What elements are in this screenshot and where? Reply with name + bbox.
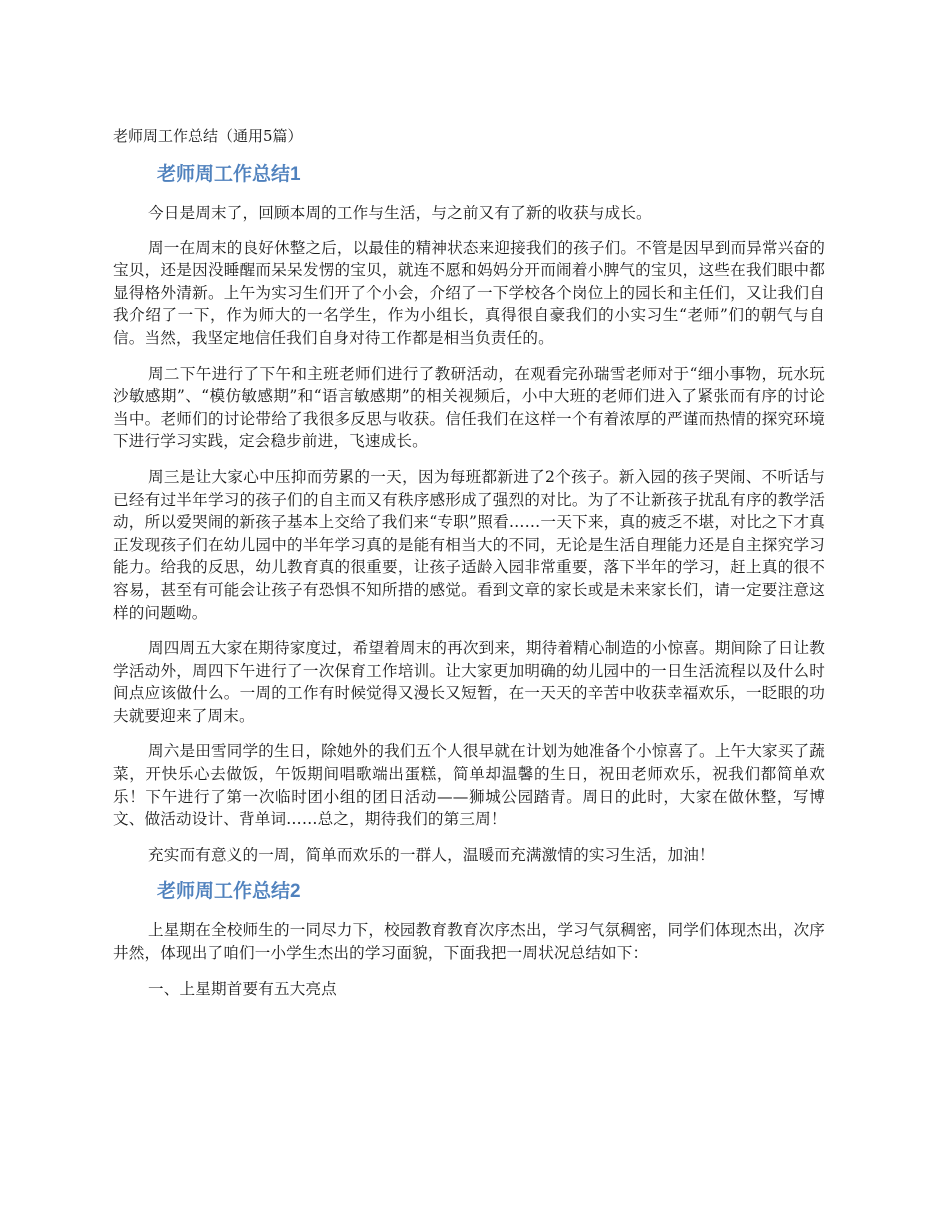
section-2 — [113, 879, 825, 1000]
paragraph: 一、上星期首要有五大亮点 — [148, 979, 337, 998]
section-1 — [113, 162, 825, 866]
paragraph: 周三是让大家心中压抑而劳累的一天，因为每班都新进了2个孩子。新入园的孩子哭闹、不听话与已经有过半年学习的孩子们的自主而又有秩序感形成了强烈的对比。为了不让新孩子扰乱有序的教学活动，所以爱哭闹的新孩子基本上交给了我们来“专职”照看……一天下来，真的疲乏不堪，对比之下才真正发现孩子们在幼儿园中的半年学习真的是能有相当大的不同，无论是生活自理能力还是自主探究学习能力。给我的反思，幼儿教育真的很重要，让孩子适龄入园非常重要，落下半年的学习，赶上真的很不容易，甚至有可能会让孩子有恐惧不知所措的感觉。看到文章的家长或是未来家长们，请一定要注意这样的问题呦。 — [113, 467, 825, 622]
paragraph: 周一在周末的良好休整之后，以最佳的精神状态来迎接我们的孩子们。不管是因早到而异常兴奋的宝贝，还是因没睡醒而呆呆发愣的宝贝，就连不愿和妈妈分开而闹着小脾气的宝贝，这些在我们眼中都显得格外清新。上午为实习生们开了个小会，介绍了一下学校各个岗位上的园长和主任们，又让我们自我介绍了一下，作为师大的一名学生，作为小组长，真得很自豪我们的小实习生“老师”们的朝气与自信。当然，我坚定地信任我们自身对待工作都是相当负责任的。 — [113, 238, 825, 347]
document-title: 老师周工作总结（通用5篇） — [113, 127, 303, 145]
paragraph: 上星期在全校师生的一同尽力下，校园教育教育次序杰出，学习气氛稠密，同学们体现杰出，次序井然，体现出了咱们一小学生杰出的学习面貌，下面我把一周状况总结如下： — [113, 921, 825, 963]
paragraph: 充实而有意义的一周，简单而欢乐的一群人，温暖而充满激情的实习生活，加油！ — [148, 845, 715, 864]
paragraph: 周二下午进行了下午和主班老师们进行了教研活动，在观看完孙瑞雪老师对于“细小事物，玩水玩沙敏感期”、“模仿敏感期”和“语言敏感期”的相关视频后，小中大班的老师们进入了紧张而有序的讨论当中。老师们的讨论带给了我很多反思与收获。信任我们在这样一个有着浓厚的严谨而热情的探究环境下进行学习实践，定会稳步前进，飞速成长。 — [113, 364, 825, 451]
paragraph: 今日是周末了，回顾本周的工作与生活，与之前又有了新的收获与成长。 — [148, 204, 652, 222]
section-heading: 老师周工作总结2 — [157, 881, 301, 903]
section-heading: 老师周工作总结1 — [157, 164, 301, 185]
paragraph: 周六是田雪同学的生日，除她外的我们五个人很早就在计划为她准备个小惊喜了。上午大家买了蔬菜，开快乐心去做饭，午饭期间唱歌端出蛋糕，简单却温馨的生日，祝田老师欢乐，祝我们都简单欢乐！下午进行了第一次临时团小组的团日活动——狮城公园踏青。周日的此时，大家在做休整，写博文、做活动设计、背单词……总之，期待我们的第三周！ — [113, 742, 825, 829]
document-page — [113, 124, 825, 1013]
paragraph: 周四周五大家在期待家度过，希望着周末的再次到来，期待着精心制造的小惊喜。期间除了日让教学活动外，周四下午进行了一次保育工作培训。让大家更加明确的幼儿园中的一日生活流程以及什么时间点应该做什么。一周的工作有时候觉得又漫长又短暂，在一天天的辛苦中收获幸福欢乐，一眨眼的功夫就要迎来了周末。 — [113, 639, 825, 725]
